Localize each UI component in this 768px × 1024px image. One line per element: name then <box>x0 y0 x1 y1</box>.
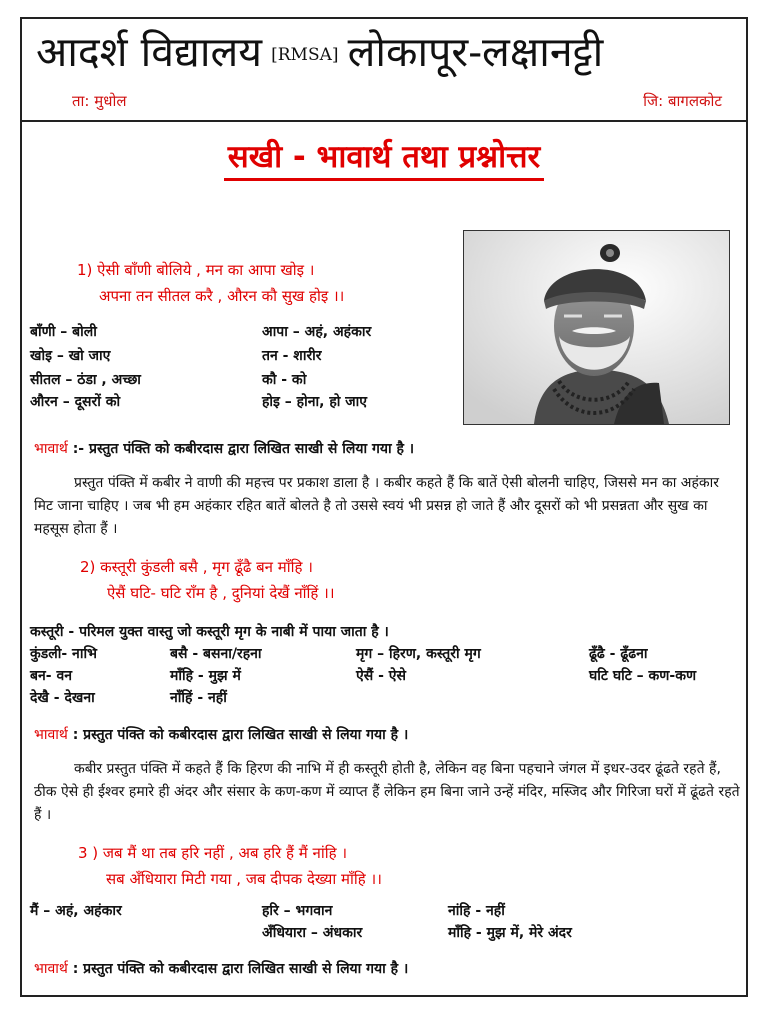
word-meaning: ढूँढै - ढूँढना <box>589 646 648 662</box>
bhavarth-3 <box>34 959 408 978</box>
school-name <box>36 23 603 79</box>
bhavarth-1 <box>34 439 414 458</box>
word-meaning: आपा – अहं, अहंकार <box>262 324 372 340</box>
couplet-2-line-2: ऐसैं घटि- घटि राँम है , दुनियां देखैं नाँहिं ।। <box>107 584 335 602</box>
word-meaning: होइ – होना, हो जाए <box>262 394 368 410</box>
word-meaning: माँहि - मुझ में <box>170 668 241 684</box>
page-title <box>0 135 768 177</box>
word-meaning: नाँहिं - नहीं <box>170 690 227 706</box>
couplet-1-line-2: अपना तन सीतल करै , औरन कौ सुख होइ ।। <box>99 287 345 305</box>
taluk-label: ता: मुधोल <box>72 92 127 110</box>
paragraph-1-text: प्रस्तुत पंक्ति में कबीर ने वाणी की महत्त्व पर प्रकाश डाला है । कबीर कहते हैं कि बातें ऐसी बोलनी चाहिए, जिससे मन का अहंकार मिट जाना चाहिए । जब भी हम अहंकार रहित बातें बोलते है तो उससे स्वयं भी प्रसन्न हो जाते हैं और दूसरों को भी प्रसन्नता और सुख का महसूस होता हैं । <box>34 475 720 537</box>
bhavarth-label: भावार्थ <box>34 441 68 457</box>
kasturi-line: कस्तूरी - परिमल युक्त वास्तु जो कस्तूरी मृग के नाबी में पाया जाता है । <box>30 624 389 640</box>
word-meaning: औरन – दूसरों को <box>30 394 121 410</box>
word-meaning: अँधियारा – अंधकार <box>262 925 363 941</box>
school-name-part2: लोकापूर-लक्षानट्टी <box>347 28 604 76</box>
word-meaning: तन - शारीर <box>262 348 322 364</box>
bhavarth-label: भावार्थ <box>34 727 68 743</box>
couplet-2 <box>80 554 335 606</box>
couplet-3 <box>78 840 382 892</box>
bhavarth-label: भावार्थ <box>34 961 68 977</box>
couplet-3-line-2: सब अँधियारा मिटी गया , जब दीपक देख्या माँहि ।। <box>106 870 382 888</box>
kabir-portrait-icon <box>464 231 729 424</box>
bhavarth-text: : प्रस्तुत पंक्ति को कबीरदास द्वारा लिखित साखी से लिया गया है । <box>72 727 409 743</box>
page-title-text: सखी - भावार्थ तथा प्रश्नोत्तर <box>224 139 544 181</box>
word-meaning: बसै - बसना/रहना <box>170 646 262 662</box>
paragraph-1 <box>34 472 740 541</box>
word-meaning: बन- वन <box>30 668 73 684</box>
school-tag: [RMSA] <box>271 45 339 65</box>
word-meaning: खोइ – खो जाए <box>30 348 111 364</box>
header <box>22 19 746 122</box>
word-meaning: माँहि - मुझ में, मेरे अंदर <box>448 925 572 941</box>
word-meaning: कौ - को <box>262 372 307 388</box>
bhavarth-text: : प्रस्तुत पंक्ति को कबीरदास द्वारा लिखित साखी से लिया गया है । <box>72 961 409 977</box>
bhavarth-text: :- प्रस्तुत पंक्ति को कबीरदास द्वारा लिखित साखी से लिया गया है । <box>72 441 415 457</box>
word-meaning: देखै - देखना <box>30 690 95 706</box>
word-meaning: घटि घटि – कण-कण <box>589 668 697 684</box>
school-name-part1: आदर्श विद्यालय <box>36 28 263 76</box>
couplet-1-line-1: 1) ऐसी बाँणी बोलिये , मन का आपा खोइ । <box>77 261 315 279</box>
word-meaning: हरि – भगवान <box>262 903 333 919</box>
word-meaning: मैं – अहं, अहंकार <box>30 903 122 919</box>
paragraph-2 <box>34 758 740 827</box>
district-label: जि: बागलकोट <box>643 92 722 110</box>
word-meaning: बाँणी – बोली <box>30 324 97 340</box>
word-meaning: कुंडली- नाभि <box>30 646 97 662</box>
couplet-3-line-1: 3 ) जब मैं था तब हरि नहीं , अब हरि हैं मैं नांहि । <box>78 844 348 862</box>
couplet-2-line-1: 2) कस्तूरी कुंडली बसै , मृग ढूँढै बन माँहि । <box>80 558 313 576</box>
word-meaning: सीतल – ठंडा , अच्छा <box>30 372 141 388</box>
bhavarth-2 <box>34 725 408 744</box>
word-meaning: मृग – हिरण, कस्तूरी मृग <box>356 646 481 662</box>
word-meaning: ऐसैं - ऐसे <box>356 668 406 684</box>
couplet-1 <box>77 257 344 309</box>
paragraph-2-text: कबीर प्रस्तुत पंक्ति में कहते हैं कि हिरण की नाभि में ही कस्तूरी होती है, लेकिन वह बिना पहचाने जंगल में इधर-उदर ढूंढते रहते हैं, ठीक ऐसे ही ईश्वर हमारे ही अंदर और संसार के कण-कण में व्याप्त हैं लेकिन हम बिना जाने उन्हें मंदिर, मस्जिद और गिरिजा घरों में ढूंढते रहते हैं । <box>34 761 740 823</box>
kabir-portrait <box>463 230 730 425</box>
word-meaning: नांहि - नहीं <box>448 903 505 919</box>
